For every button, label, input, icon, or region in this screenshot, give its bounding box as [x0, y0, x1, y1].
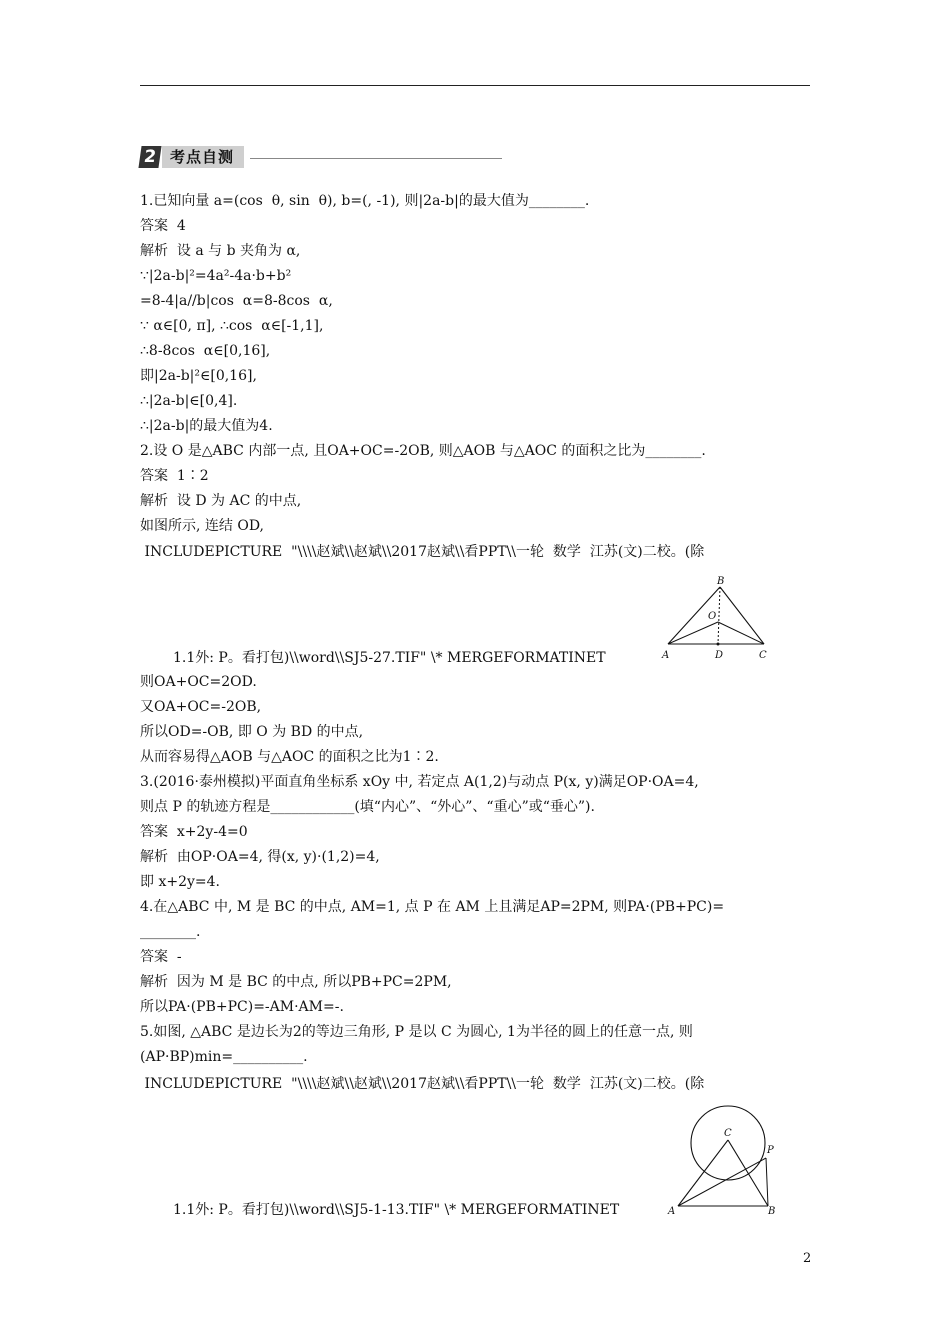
section-number: 2 [138, 146, 161, 168]
label-o: O [708, 611, 717, 622]
q5-stem-1: 5.如图, △ABC 是边长为2的等边三角形, P 是以 C 为圆心, 1为半径的圆上的任意一点, 则 [140, 1024, 693, 1040]
q1-answer: 答案 4 [140, 218, 186, 234]
q2-includepicture: INCLUDEPICTURE "\\\\赵斌\\赵斌\\2017赵斌\\看PPT\\一轮 数学 江苏(文)二校。(除 [140, 544, 705, 560]
q1-stem: 1.已知向量 a=(cos θ, sin θ), b=(, -1), 则|2a-b|的最大值为________. [140, 193, 590, 209]
figure-circle-triangle [662, 1102, 782, 1226]
page-number: 2 [803, 1251, 812, 1266]
q2-analysis-3: 则OA+OC=2OD. [140, 674, 257, 690]
q1-analysis-5: ∴8-8cos α∈[0,16], [140, 343, 271, 359]
q3-stem-1: 3.(2016·泰州模拟)平面直角坐标系 xOy 中, 若定点 A(1,2)与动点 P(x, y)满足OP·OA=4, [140, 774, 699, 790]
q3-analysis-2: 即 x+2y=4. [140, 874, 220, 890]
section-underline [250, 158, 502, 159]
label-d: D [715, 650, 724, 661]
label-b: B [717, 576, 725, 587]
q2-includepicture-cont: 1.1外: P。看打包)\\word\\SJ5-27.TIF" \* MERGEFORMATINET [173, 650, 606, 666]
label-b2: B [768, 1206, 776, 1217]
q2-analysis-2: 如图所示, 连结 OD, [140, 518, 265, 534]
q5-includepicture-cont: 1.1外: P。看打包)\\word\\SJ5-1-13.TIF" \* MERGEFORMATINET [173, 1202, 620, 1218]
q2-analysis-5: 所以OD=-OB, 即 O 为 BD 的中点, [140, 724, 364, 740]
figure-triangle-abc [660, 572, 772, 666]
q1-analysis-4: ∵ α∈[0, π], ∴cos α∈[-1,1], [140, 318, 324, 334]
q4-answer: 答案 - [140, 949, 182, 965]
q1-analysis-2: ∵|2a-b|²=4a²-4a·b+b² [140, 268, 292, 284]
section-title: 考点自测 [162, 146, 244, 168]
q4-stem-2: ________. [140, 924, 201, 940]
q2-answer: 答案 1∶2 [140, 468, 209, 484]
q2-analysis-6: 从而容易得△AOB 与△AOC 的面积之比为1∶2. [140, 749, 439, 765]
label-c: C [759, 650, 767, 661]
q1-analysis-7: ∴|2a-b|∈[0,4]. [140, 393, 238, 409]
q3-answer: 答案 x+2y-4=0 [140, 824, 248, 840]
q1-analysis-1: 解析 设 a 与 b 夹角为 α, [140, 243, 301, 259]
label-a2: A [668, 1206, 676, 1217]
q1-analysis-3: =8-4|a//b|cos α=8-8cos α, [140, 293, 333, 309]
label-a: A [662, 650, 670, 661]
q3-stem-2: 则点 P 的轨迹方程是____________(填“内心”、“外心”、“重心”或“垂心”). [140, 799, 595, 815]
q4-stem-1: 4.在△ABC 中, M 是 BC 的中点, AM=1, 点 P 在 AM 上且满足AP=2PM, 则PA·(PB+PC)= [140, 899, 725, 915]
q4-analysis-1: 解析 因为 M 是 BC 的中点, 所以PB+PC=2PM, [140, 974, 452, 990]
q2-analysis-1: 解析 设 D 为 AC 的中点, [140, 493, 302, 509]
q2-analysis-4: 又OA+OC=-2OB, [140, 699, 262, 715]
q3-analysis-1: 解析 由OP·OA=4, 得(x, y)·(1,2)=4, [140, 849, 380, 865]
q5-includepicture: INCLUDEPICTURE "\\\\赵斌\\赵斌\\2017赵斌\\看PPT\\一轮 数学 江苏(文)二校。(除 [140, 1076, 705, 1092]
section-heading [140, 146, 502, 168]
label-p: P [767, 1145, 774, 1156]
q5-stem-2: (AP·BP)min=__________. [140, 1049, 308, 1065]
header-rule [140, 85, 810, 86]
q1-analysis-8: ∴|2a-b|的最大值为4. [140, 418, 273, 434]
label-c2: C [724, 1128, 732, 1139]
q1-analysis-6: 即|2a-b|²∈[0,16], [140, 368, 257, 384]
q4-analysis-2: 所以PA·(PB+PC)=-AM·AM=-. [140, 999, 344, 1015]
q2-stem: 2.设 O 是△ABC 内部一点, 且OA+OC=-2OB, 则△AOB 与△AOC 的面积之比为________. [140, 443, 706, 459]
